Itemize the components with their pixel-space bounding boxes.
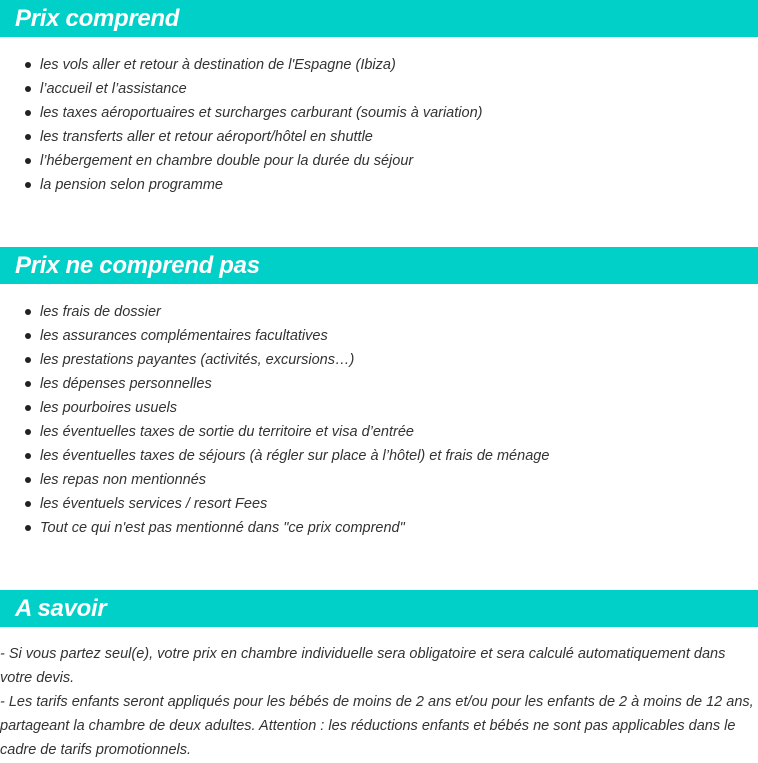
info-paragraph: - Si vous partez seul(e), votre prix en chambre individuelle sera obligatoire et sera calculé automatiquement dans votre devis.: [0, 646, 726, 686]
list-item: les éventuelles taxes de sortie du territoire et visa d’entrée: [0, 420, 549, 444]
list-item: les frais de dossier: [0, 300, 549, 324]
info-paragraph: - Les tarifs enfants seront appliqués pour les bébés de moins de 2 ans et/ou pour les enfants de 2 à moins de 12 ans, partageant la chambre de deux adultes. Attention : les réductions enfants et bébés ne sont pas applicables dans le cadre de tarifs promotionnels.: [0, 694, 754, 758]
bullet-icon: [25, 86, 31, 92]
list-item: Tout ce qui n'est pas mentionné dans "ce prix comprend": [0, 516, 549, 540]
list-item: les assurances complémentaires facultatives: [0, 324, 549, 348]
bullet-icon: [25, 182, 31, 188]
bullet-icon: [25, 501, 31, 507]
bullet-icon: [25, 62, 31, 68]
list-item: les repas non mentionnés: [0, 468, 549, 492]
bullet-icon: [25, 405, 31, 411]
bullet-icon: [25, 158, 31, 164]
bullet-icon: [25, 333, 31, 339]
list-item: les taxes aéroportuaires et surcharges carburant (soumis à variation): [0, 101, 482, 125]
list-item: les prestations payantes (activités, excursions…): [0, 348, 549, 372]
excludes-list: [0, 300, 549, 540]
list-item: les pourboires usuels: [0, 396, 549, 420]
section-title-info: A savoir: [0, 590, 758, 627]
list-item: l’accueil et l’assistance: [0, 77, 482, 101]
list-item: les éventuels services / resort Fees: [0, 492, 549, 516]
section-title-includes: Prix comprend: [0, 0, 758, 37]
list-item: la pension selon programme: [0, 173, 482, 197]
bullet-icon: [25, 134, 31, 140]
bullet-icon: [25, 381, 31, 387]
list-item: les transferts aller et retour aéroport/hôtel en shuttle: [0, 125, 482, 149]
bullet-icon: [25, 429, 31, 435]
bullet-icon: [25, 525, 31, 531]
list-item: l’hébergement en chambre double pour la durée du séjour: [0, 149, 482, 173]
list-item: les vols aller et retour à destination de l'Espagne (Ibiza): [0, 53, 482, 77]
list-item: les éventuelles taxes de séjours (à régler sur place à l’hôtel) et frais de ménage: [0, 444, 549, 468]
section-title-excludes: Prix ne comprend pas: [0, 247, 758, 284]
bullet-icon: [25, 453, 31, 459]
bullet-icon: [25, 357, 31, 363]
bullet-icon: [25, 309, 31, 315]
bullet-icon: [25, 477, 31, 483]
includes-list: [0, 53, 482, 197]
info-text: [0, 642, 758, 762]
list-item: les dépenses personnelles: [0, 372, 549, 396]
bullet-icon: [25, 110, 31, 116]
